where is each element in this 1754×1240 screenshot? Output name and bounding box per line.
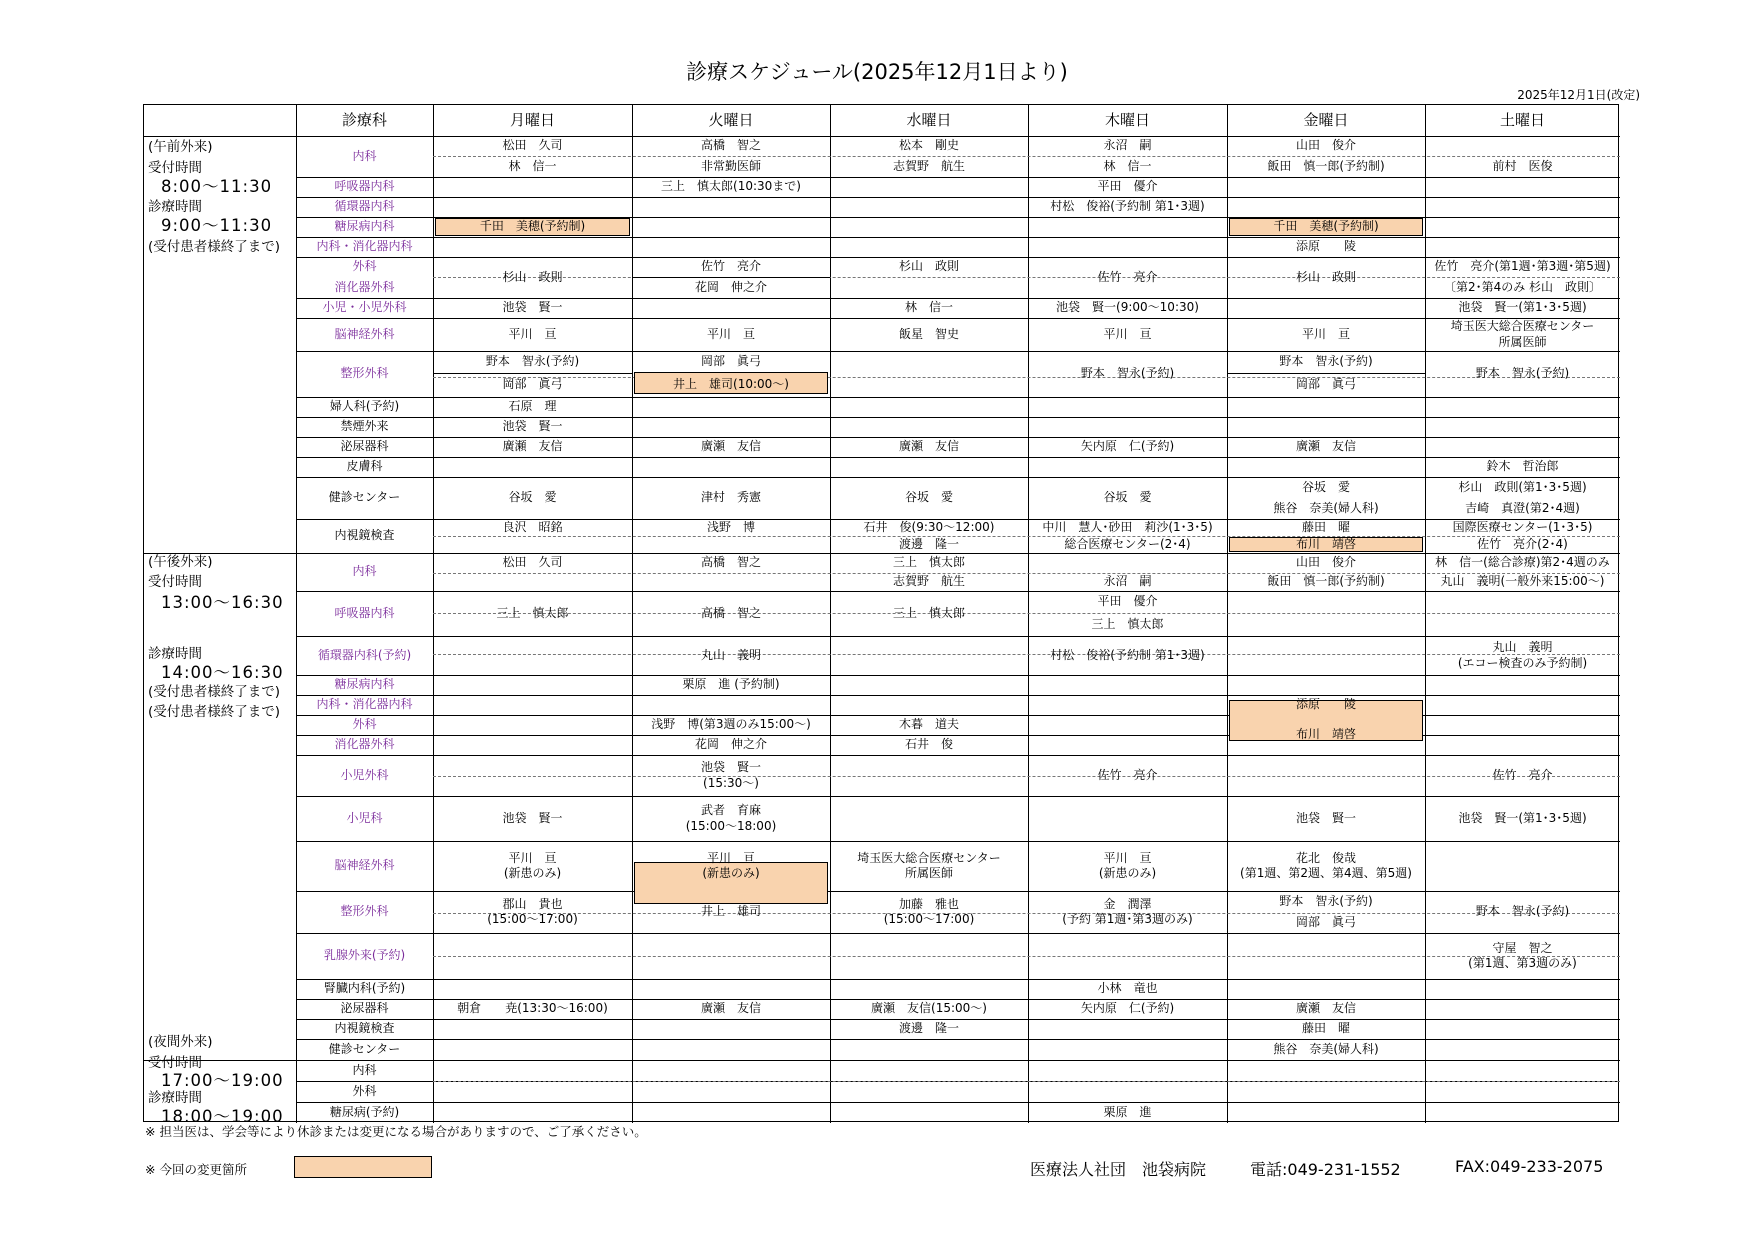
schedule-cell: 丸山 義明 (エコー検査のみ予約制) (1457, 640, 1588, 670)
schedule-cell: 林 信一(総合診療)第2･4週のみ (1435, 555, 1610, 570)
department-label: 消化器外科 (334, 279, 395, 294)
department-label: 泌尿器科 (340, 439, 389, 454)
schedule-cell: 佐竹 亮介 (700, 259, 761, 274)
row-divider (1227, 373, 1425, 374)
reception-label: 受付時間 (148, 160, 202, 176)
department-label: 内科・消化器内科 (316, 239, 413, 254)
schedule-cell: 郡山 貴也 (15:00～17:00) (487, 896, 578, 926)
schedule-cell: 渡邊 隆一 (898, 536, 959, 551)
reception-time: 17:00～19:00 (161, 1071, 284, 1090)
schedule-cell: 佐竹 亮介 (1097, 269, 1158, 284)
reception-label: 受付時間 (148, 1055, 202, 1071)
schedule-cell: 廣瀬 友信 (1295, 1001, 1356, 1016)
row-divider (296, 197, 1620, 198)
schedule-cell: 木暮 道夫 (898, 717, 959, 732)
schedule-cell: 非常勤医師 (700, 158, 761, 173)
schedule-cell: 岡部 眞弓 (1295, 377, 1356, 392)
schedule-cell: 池袋 賢一(第1･3･5週) (1458, 300, 1587, 315)
schedule-cell: 池袋 賢一 (502, 300, 563, 315)
department-label: 呼吸器内科 (334, 605, 395, 620)
schedule-cell: 平川 亘 (新患のみ) (503, 850, 562, 880)
consult-label: 診療時間 (148, 646, 202, 662)
schedule-cell: 平川 亘 (新患のみ) (702, 850, 760, 880)
schedule-cell: 谷坂 愛 (904, 490, 953, 505)
department-label: 皮膚科 (346, 459, 383, 474)
schedule-cell: 杉山 政則(第1･3･5週) (1458, 479, 1587, 494)
schedule-cell: 布川 靖啓 (1295, 727, 1356, 742)
schedule-cell: 山田 俊介 (1295, 555, 1356, 570)
footnote: ※ 担当医は、学会等により休診または変更になる場合がありますので、ご了承ください。 (145, 1124, 647, 1139)
schedule-cell: 池袋 賢一 (502, 419, 563, 434)
schedule-cell: 山田 俊介 (1295, 138, 1356, 153)
department-label: 脳神経外科 (334, 326, 395, 341)
row-divider (296, 1102, 1620, 1103)
schedule-cell: 三上 慎太郎 (1091, 616, 1164, 631)
department-label: 循環器内科 (334, 199, 395, 214)
schedule-cell: 三上 慎太郎(10:30まで) (661, 179, 801, 194)
session-note: (受付患者様終了まで) (148, 684, 281, 700)
department-label: 腎臓内科(予約) (323, 981, 406, 996)
department-label: 小児外科 (340, 767, 389, 782)
session-note: (受付患者様終了まで) (148, 704, 281, 720)
schedule-cell: 村松 俊裕(予約制 第1･3週) (1050, 647, 1205, 662)
page-title: 診療スケジュール(2025年12月1日より) (686, 60, 1068, 84)
schedule-cell: 井上 雄司(10:00～) (673, 377, 789, 392)
schedule-cell: 浅野 博 (706, 519, 755, 534)
column-header-dept: 診療科 (341, 110, 387, 129)
schedule-cell: 岡部 眞弓 (700, 354, 761, 369)
schedule-cell: 飯田 慎一郎(予約制) (1267, 158, 1385, 173)
schedule-cell: 平川 亘 (706, 326, 755, 341)
schedule-cell: 朝倉 尭(13:30～16:00) (457, 1001, 608, 1016)
schedule-cell: 平田 優介 (1097, 594, 1158, 609)
department-label: 呼吸器内科 (334, 179, 395, 194)
schedule-cell: 岡部 眞弓 (1295, 915, 1356, 930)
schedule-cell: 鈴木 哲治郎 (1486, 459, 1559, 474)
schedule-cell: 花北 俊哉 (第1週、第2週、第4週、第5週) (1240, 850, 1412, 880)
schedule-cell: 野本 智永(予約) (1080, 366, 1175, 381)
schedule-cell: 加藤 雅也 (15:00～17:00) (883, 896, 975, 926)
session-label: (午後外来) (148, 554, 213, 570)
schedule-cell: 三上 慎太郎 (892, 555, 965, 570)
schedule-cell: 藤田 曜 (1301, 1021, 1350, 1036)
schedule-cell: 栗原 進 (予約制) (682, 677, 780, 692)
row-divider-dashed (433, 1081, 1620, 1082)
schedule-cell: 国際医療センター(1･3･5) (1452, 519, 1593, 534)
schedule-cell: 廣瀬 友信 (700, 439, 761, 454)
department-label: 整形外科 (340, 366, 389, 381)
department-label: 内科 (352, 1062, 377, 1077)
schedule-cell: 飯田 慎一郎(予約制) (1267, 574, 1385, 589)
department-label: 泌尿器科 (340, 1001, 389, 1016)
department-label: 糖尿病内科 (334, 219, 395, 234)
footer-tel: 電話:049-231-1552 (1250, 1160, 1401, 1179)
schedule-cell: 谷坂 愛 (1103, 490, 1152, 505)
department-label: 循環器内科(予約) (317, 647, 412, 662)
reception-time: 8:00～11:30 (161, 177, 273, 196)
session-label: (午前外来) (148, 139, 213, 155)
schedule-cell: 平川 亘 (508, 326, 557, 341)
schedule-cell: 金 潤澤 (予約 第1週･第3週のみ) (1062, 896, 1193, 926)
schedule-cell: 池袋 賢一(9:00～10:30) (1056, 300, 1199, 315)
consult-label: 診療時間 (148, 1090, 202, 1106)
department-label: 乳腺外来(予約) (323, 948, 406, 963)
row-divider (296, 675, 1620, 676)
schedule-cell: 池袋 賢一(第1･3･5週) (1458, 810, 1587, 825)
schedule-cell: 丸山 義明(一般外来15:00～) (1440, 574, 1605, 589)
schedule-cell: 千田 美穂(予約制) (479, 219, 586, 234)
column-header-day: 火曜日 (708, 110, 754, 129)
schedule-cell: 井上 雄司 (700, 904, 761, 919)
schedule-cell: 総合医療センター(2･4) (1064, 536, 1191, 551)
department-label: 脳神経外科 (334, 858, 395, 873)
schedule-cell: 三上 慎太郎 (892, 605, 965, 620)
schedule-cell: 杉山 政則 (1295, 269, 1356, 284)
schedule-cell: 廣瀬 友信(15:00～) (871, 1001, 987, 1016)
schedule-cell: 小林 竜也 (1097, 981, 1158, 996)
schedule-cell: 石原 理 (508, 399, 557, 414)
schedule-cell: 谷坂 愛 (1301, 479, 1350, 494)
schedule-cell: 渡邊 隆一 (898, 1021, 959, 1036)
schedule-cell: 林 信一 (508, 158, 557, 173)
schedule-cell: 志賀野 航生 (892, 158, 965, 173)
column-header-day: 水曜日 (906, 110, 952, 129)
schedule-cell: 廣瀬 友信 (700, 1001, 761, 1016)
schedule-cell: 佐竹 亮介 (1097, 767, 1158, 782)
schedule-cell: 岡部 眞弓 (502, 377, 563, 392)
schedule-cell: 永沼 嗣 (1103, 138, 1152, 153)
department-label: 外科 (352, 259, 377, 274)
department-label: 健診センター (328, 490, 401, 505)
row-divider (632, 735, 830, 736)
row-divider (296, 636, 1620, 637)
schedule-cell: 吉崎 真澄(第2･4週) (1465, 500, 1580, 515)
schedule-cell: 花岡 伸之介 (694, 737, 767, 752)
schedule-cell: 良沢 昭銘 (502, 519, 563, 534)
schedule-cell: 花岡 伸之介 (694, 279, 767, 294)
schedule-cell: 野本 智永(予約) (1279, 894, 1373, 909)
legend-label: ※ 今回の変更箇所 (145, 1162, 247, 1177)
department-label: 内科 (352, 148, 377, 163)
department-label: 内視鏡検査 (334, 528, 395, 543)
schedule-cell: 武者 育麻 (15:00～18:00) (685, 803, 777, 833)
schedule-table (143, 104, 1619, 1126)
schedule-cell: 平川 亘 (1301, 326, 1350, 341)
schedule-cell: 池袋 賢一 (1295, 810, 1356, 825)
department-label: 婦人科(予約) (329, 399, 400, 414)
schedule-cell: 廣瀬 友信 (502, 439, 563, 454)
department-label: 内科・消化器内科 (316, 697, 413, 712)
revision-date: 2025年12月1日(改定) (1517, 88, 1640, 102)
schedule-cell: 池袋 賢一 (502, 810, 563, 825)
row-divider (296, 755, 1620, 756)
schedule-cell: 松本 剛史 (898, 138, 959, 153)
row-divider (632, 277, 830, 278)
department-label: 糖尿病内科 (334, 677, 395, 692)
column-header-day: 月曜日 (509, 110, 555, 129)
schedule-cell: 佐竹 亮介(第1週･第3週･第5週) (1434, 259, 1611, 274)
column-header-day: 金曜日 (1303, 110, 1349, 129)
schedule-cell: 布川 靖啓 (1295, 536, 1356, 551)
department-label: 小児科 (346, 810, 383, 825)
schedule-cell: 高橋 智之 (700, 555, 761, 570)
schedule-cell: 村松 俊裕(予約制 第1･3週) (1050, 199, 1205, 214)
schedule-cell: 廣瀬 友信 (1295, 439, 1356, 454)
schedule-cell: 熊谷 奈美(婦人科) (1273, 500, 1379, 515)
schedule-cell: 添原 陵 (1295, 697, 1356, 712)
department-label: 消化器外科 (334, 737, 395, 752)
schedule-cell: 浅野 博(第3週のみ15:00～) (651, 717, 811, 732)
schedule-cell: 谷坂 愛 (508, 490, 557, 505)
schedule-cell: 野本 智永(予約) (485, 354, 580, 369)
schedule-cell: 平田 優介 (1097, 179, 1158, 194)
schedule-cell: 丸山 義明 (700, 647, 761, 662)
schedule-cell: 野本 智永(予約) (1475, 904, 1570, 919)
row-divider (296, 177, 1620, 178)
schedule-cell: 三上 慎太郎 (496, 605, 569, 620)
schedule-cell: 栗原 進 (1103, 1104, 1152, 1119)
schedule-cell: 前村 医俊 (1492, 158, 1553, 173)
schedule-cell: 林 信一 (1103, 158, 1152, 173)
row-divider (296, 933, 1620, 934)
schedule-cell: 熊谷 奈美(婦人科) (1273, 1041, 1379, 1056)
schedule-cell: 飯星 智史 (898, 326, 959, 341)
department-label: 外科 (352, 1083, 377, 1098)
department-label: 内科 (352, 564, 377, 579)
consult-label: 診療時間 (148, 199, 202, 215)
schedule-cell: 矢内原 仁(予約) (1080, 1001, 1175, 1016)
department-label: 糖尿病(予約) (329, 1104, 400, 1119)
consult-time: 18:00～19:00 (161, 1107, 284, 1126)
schedule-cell: 杉山 政則 (502, 269, 563, 284)
consult-time: 9:00～11:30 (161, 216, 273, 235)
session-label: (夜間外来) (148, 1034, 213, 1050)
department-label: 外科 (352, 717, 377, 732)
schedule-cell: 高橋 智之 (700, 138, 761, 153)
row-divider (296, 457, 1620, 458)
schedule-cell: 千田 美穂(予約制) (1273, 219, 1379, 234)
schedule-cell: 野本 智永(予約) (1475, 366, 1570, 381)
schedule-cell: 廣瀬 友信 (898, 439, 959, 454)
legend-swatch (294, 1156, 432, 1178)
schedule-cell: 〔第2･第4のみ 杉山 政則〕 (1443, 279, 1602, 294)
schedule-cell: 守屋 智之 (第1週、第3週のみ) (1468, 940, 1577, 970)
department-label: 小児・小児外科 (322, 300, 407, 315)
schedule-cell: 埼玉医大総合医療センター 所属医師 (857, 850, 1001, 880)
column-header-day: 土曜日 (1499, 110, 1545, 129)
schedule-cell: 埼玉医大総合医療センター 所属医師 (1450, 319, 1595, 349)
schedule-cell: 佐竹 亮介 (1492, 767, 1553, 782)
schedule-cell: 津村 秀憲 (700, 490, 761, 505)
department-label: 内視鏡検査 (334, 1021, 395, 1036)
department-label: 禁煙外来 (340, 419, 389, 434)
schedule-cell: 志賀野 航生 (892, 574, 965, 589)
schedule-cell: 石井 俊 (904, 737, 953, 752)
schedule-cell: 平川 亘 (1103, 326, 1152, 341)
schedule-cell: 添原 陵 (1295, 239, 1356, 254)
session-note: (受付患者様終了まで) (148, 239, 281, 255)
footer-fax: FAX:049-233-2075 (1455, 1157, 1604, 1176)
schedule-cell: 野本 智永(予約) (1279, 354, 1373, 369)
schedule-cell: 高橋 智之 (700, 605, 761, 620)
schedule-cell: 藤田 曜 (1301, 519, 1350, 534)
reception-time: 13:00～16:30 (161, 593, 284, 612)
schedule-cell: 松田 久司 (502, 555, 563, 570)
consult-time: 14:00～16:30 (161, 663, 284, 682)
footer-org: 医療法人社団 池袋病院 (1030, 1160, 1207, 1179)
department-label: 健診センター (328, 1041, 401, 1056)
schedule-cell: 永沼 嗣 (1103, 574, 1152, 589)
schedule-cell: 矢内原 仁(予約) (1080, 439, 1175, 454)
schedule-cell: 平川 亘 (新患のみ) (1098, 850, 1157, 880)
schedule-cell: 松田 久司 (502, 138, 563, 153)
row-divider (296, 979, 1620, 980)
schedule-cell: 中川 慧人･砂田 莉沙(1･3･5) (1042, 519, 1213, 534)
column-header-day: 木曜日 (1104, 110, 1150, 129)
schedule-cell: 石井 俊(9:30～12:00) (863, 519, 995, 534)
schedule-cell: 池袋 賢一 (15:30～) (700, 760, 761, 790)
schedule-cell: 林 信一 (904, 300, 953, 315)
row-divider (433, 373, 632, 374)
schedule-cell: 杉山 政則 (898, 259, 959, 274)
reception-label: 受付時間 (148, 574, 202, 590)
schedule-cell: 佐竹 亮介(2･4) (1477, 536, 1568, 551)
department-label: 整形外科 (340, 904, 389, 919)
